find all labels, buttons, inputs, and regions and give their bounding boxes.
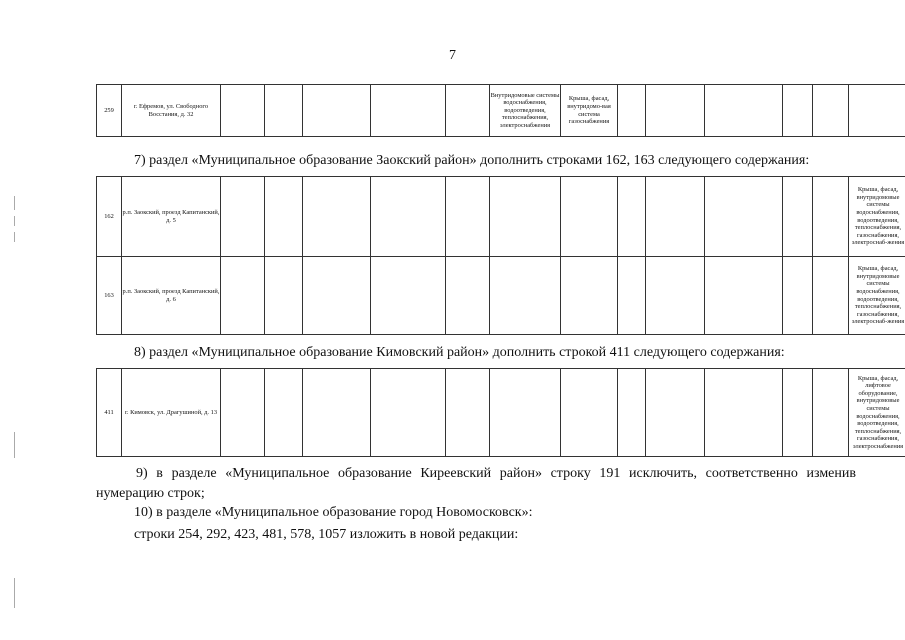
paragraph-9: 9) в разделе «Муниципальное образование Киреевский район» строку 191 исключить, соответственно изменив нумерацию строк; — [96, 466, 856, 501]
table-cell — [265, 85, 303, 137]
row-address: г. Ефремов, ул. Свободного Восстания, д. 32 — [122, 85, 221, 137]
table-cell — [813, 85, 849, 137]
row-number: 162 — [97, 177, 122, 257]
table-cell — [446, 257, 490, 335]
table-cell — [371, 369, 446, 457]
table-cell — [446, 85, 490, 137]
table-cell — [561, 177, 618, 257]
table-cell — [265, 177, 303, 257]
table-cell — [705, 257, 783, 335]
table-cell — [221, 369, 265, 457]
table-cell — [303, 177, 371, 257]
table-cell — [618, 85, 646, 137]
table-cell — [618, 369, 646, 457]
row-number: 259 — [97, 85, 122, 137]
table-cell — [446, 177, 490, 257]
table-row — [97, 369, 905, 457]
table-cell — [618, 257, 646, 335]
table-cell — [265, 369, 303, 457]
table-cell — [783, 177, 813, 257]
table-row — [97, 257, 905, 335]
table-cell — [561, 257, 618, 335]
table-cell — [490, 257, 561, 335]
table-cell — [783, 85, 813, 137]
table-kimovsky — [96, 368, 905, 457]
row-works-last: Крыша, фасад, внутридомовые системы водоснабжения, водоотведения, теплоснабжения, газоснабжения, электроснаб-жения — [849, 257, 905, 335]
table-cell — [303, 85, 371, 137]
table-cell — [303, 369, 371, 457]
paragraph-11: строки 254, 292, 423, 481, 578, 1057 изложить в новой редакции: — [134, 527, 519, 542]
table-cell — [490, 369, 561, 457]
table-cell — [705, 369, 783, 457]
table-cell — [813, 257, 849, 335]
row-works-last: Крыша, фасад, лифтовое оборудование, внутридомовые системы водоснабжения, водоотведения, теплоснабжения, газоснабжения, электроснабжения — [849, 369, 905, 457]
table-cell — [221, 257, 265, 335]
table-cell — [646, 369, 705, 457]
row-address: р.п. Заокский, проезд Капитанский, д. 5 — [122, 177, 221, 257]
scan-mark — [14, 432, 15, 458]
table-cell — [705, 177, 783, 257]
paragraph-7: 7) раздел «Муниципальное образование Заокский район» дополнить строками 162, 163 следующего содержания: — [134, 153, 810, 168]
table-cell — [371, 177, 446, 257]
table-cell — [446, 369, 490, 457]
table-cell — [646, 85, 705, 137]
row-address: г. Кимовск, ул. Драгушиной, д. 13 — [122, 369, 221, 457]
table-cell — [561, 369, 618, 457]
row-works-a: Внутридомовые системы водоснабжения, водоотведения, теплоснабжения, электроснабжения — [490, 85, 561, 137]
table-cell — [618, 177, 646, 257]
table-cell — [646, 177, 705, 257]
table-cell — [303, 257, 371, 335]
scan-mark — [14, 196, 15, 210]
page-number: 7 — [449, 48, 456, 63]
table-row — [97, 85, 905, 137]
row-number: 163 — [97, 257, 122, 335]
table-cell — [371, 85, 446, 137]
table-cell — [265, 257, 303, 335]
table-cell — [783, 257, 813, 335]
table-zaoksky — [96, 176, 905, 335]
table-cell — [849, 85, 905, 137]
scan-mark — [14, 232, 15, 242]
table-row — [97, 177, 905, 257]
row-number: 411 — [97, 369, 122, 457]
row-works-last: Крыша, фасад, внутридомовые системы водоснабжения, водоотведения, теплоснабжения, газоснабжения, электроснаб-жения — [849, 177, 905, 257]
table-cell — [813, 177, 849, 257]
table-cell — [783, 369, 813, 457]
table-cell — [646, 257, 705, 335]
paragraph-8: 8) раздел «Муниципальное образование Кимовский район» дополнить строкой 411 следующего содержания: — [134, 345, 785, 360]
table-ephremov — [96, 84, 905, 137]
table-cell — [371, 257, 446, 335]
table-cell — [813, 369, 849, 457]
table-cell — [705, 85, 783, 137]
scan-mark — [14, 578, 15, 608]
row-address: р.п. Заокский, проезд Капитанский, д. 6 — [122, 257, 221, 335]
scan-mark — [14, 216, 15, 226]
table-cell — [221, 177, 265, 257]
paragraph-10: 10) в разделе «Муниципальное образование город Новомосковск»: — [134, 505, 533, 520]
table-cell — [490, 177, 561, 257]
row-works-b: Крыша, фасад, внутридомо-вая система газоснабжения — [561, 85, 618, 137]
table-cell — [221, 85, 265, 137]
